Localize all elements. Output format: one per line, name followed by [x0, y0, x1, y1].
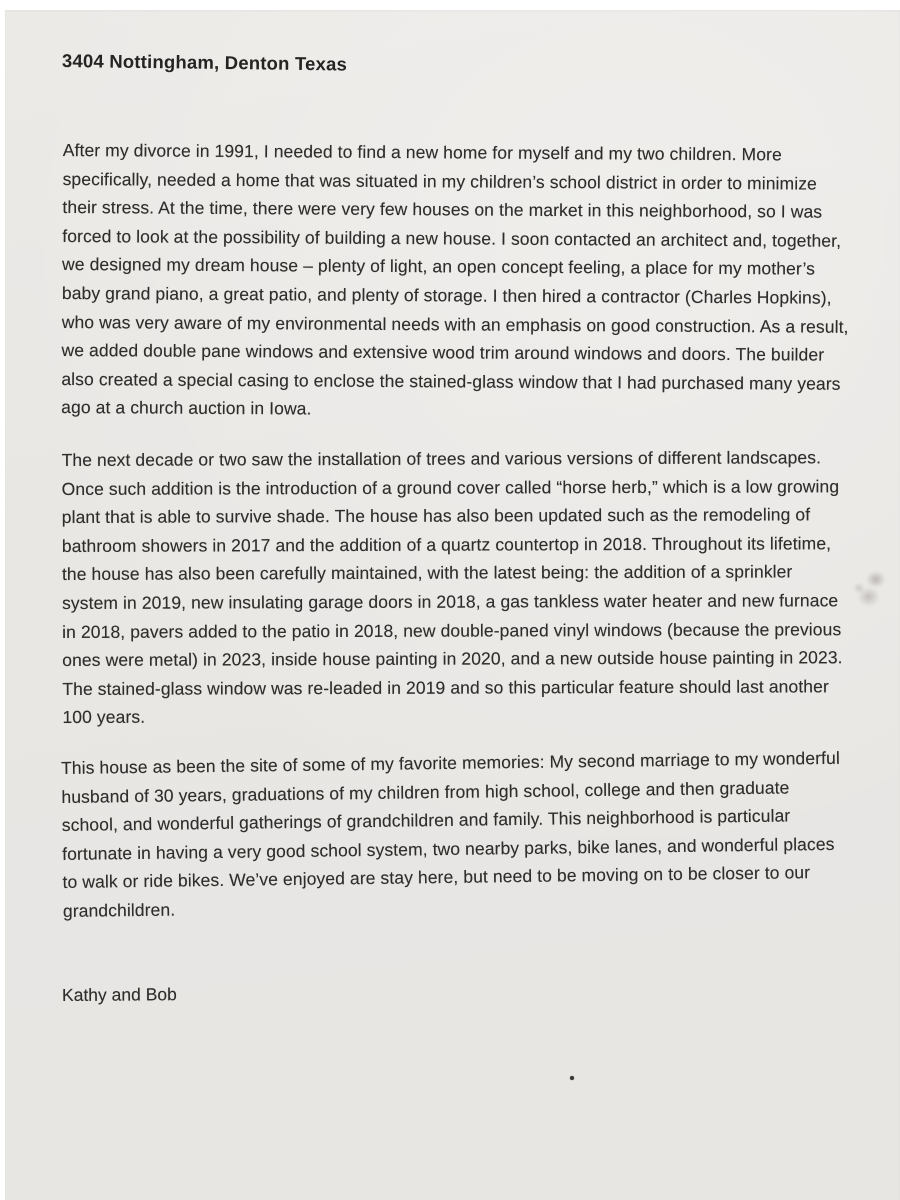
smudge-mark	[847, 562, 895, 620]
letter-content	[5, 10, 900, 1010]
letter-title: 3404 Nottingham, Denton Texas	[61, 50, 348, 75]
ink-dot	[570, 1076, 574, 1080]
letter-paragraph-2: The next decade or two saw the installation of trees and various versions of different landscapes. Once such addition is the introduction of a ground cover called “horse herb,” which is a low growing plant that is able to survive shade. The house has also been updated such as the remodeling of bathroom showers in 2017 and the addition of a quartz countertop in 2018. Throughout its lifetime, the house has also been carefully maintained, with the latest being: the addition of a sprinkler system in 2019, new insulating garage doors in 2018, a gas tankless water heater and new furnace in 2018, pavers added to the patio in 2018, new double-paned vinyl windows (because the previous ones were metal) in 2023, inside house painting in 2020, and a new outside house painting in 2023. The stained-glass window was re-leaded in 2019 and so this particular feature should last another 100 years.	[61, 447, 843, 728]
paper-sheet	[5, 10, 900, 1200]
letter-signature: Kathy and Bob	[61, 984, 177, 1006]
letter-paragraph-1: After my divorce in 1991, I needed to find a new home for myself and my two children. More specifically, needed a home that was situated in my children’s school district in order to minimize their stress. At the time, there were very few houses on the market in this neighborhood, so I was forced to look at the possibility of building a new house. I soon contacted an architect and, together, we designed my dream house – plenty of light, an open concept feeling, a place for my mother’s baby grand piano, a great patio, and plenty of storage. I then hired a contractor (Charles Hopkins), who was very aware of my environmental needs with an emphasis on good construction. As a result, we added double pane windows and extensive wood trim around windows and doors. The builder also created a special casing to enclose the stained-glass window that I had purchased many years ago at a church auction in Iowa.	[61, 140, 849, 419]
letter-paragraph-3: This house as been the site of some of my favorite memories: My second marriage to my wonderful husband of 30 years, graduations of my children from high school, college and then graduate school, and wonderful gatherings of grandchildren and family. This neighborhood is particular fortunate in having a very good school system, two nearby parks, bike lanes, and wonderful places to walk or ride bikes. We’ve enjoyed are stay here, but need to be moving on to be closer to our grandchildren.	[60, 747, 840, 921]
